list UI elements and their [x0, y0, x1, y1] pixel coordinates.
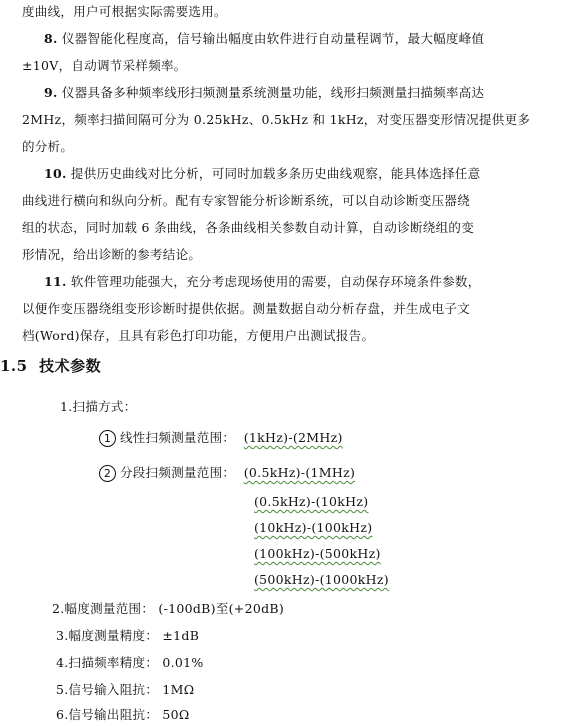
- paragraph-11-line-3: [22, 326, 374, 344]
- text: 2.幅度测量范围： (-100dB)至(+20dB): [52, 601, 285, 616]
- param-scan-frequency-accuracy: [56, 653, 204, 671]
- paragraph-7-tail: [22, 2, 227, 20]
- param-output-impedance: [56, 705, 190, 723]
- param-segmented-range: [99, 463, 355, 482]
- text: 提供历史曲线对比分析，可同时加载多条历史曲线观察，能具体选择任意: [66, 166, 481, 181]
- text: 6.信号输出阻抗： 50Ω: [56, 707, 190, 722]
- text: 3.幅度测量精度： ±1dB: [56, 628, 200, 643]
- text: 4.扫描频率精度： 0.01%: [56, 655, 204, 670]
- paragraph-10-line-3: [22, 218, 474, 236]
- text: 仪器智能化程度高，信号输出幅度由软件进行自动量程调节，最大幅度峰值: [57, 31, 485, 46]
- item-number: 10.: [44, 166, 67, 181]
- item-number: 8.: [44, 31, 58, 46]
- value: (0.5kHz)-(10kHz): [254, 494, 369, 509]
- text: 软件管理功能强大，充分考虑现场使用的需要，自动保存环境条件参数，: [66, 274, 481, 289]
- segment-range-item: [254, 572, 389, 587]
- paragraph-9-line-1: [44, 83, 484, 101]
- text: 度曲线，用户可根据实际需要选用。: [22, 4, 227, 19]
- label: 线性扫频测量范围：: [120, 430, 236, 445]
- value: (1kHz)-(2MHz): [243, 430, 343, 445]
- text: 2MHz，频率扫描间隔可分为 0.25kHz、0.5kHz 和 1kHz，对变压器变形情况提供更多: [22, 112, 531, 127]
- param-amplitude-range: [52, 599, 284, 617]
- circled-number-icon: 1: [99, 430, 116, 447]
- text: 曲线进行横向和纵向分析。配有专家智能分析诊断系统，可以自动诊断变压器绕: [22, 193, 471, 208]
- circled-number-icon: 2: [99, 465, 116, 482]
- text: 1.扫描方式：: [60, 399, 137, 414]
- value: (100kHz)-(500kHz): [254, 546, 381, 561]
- paragraph-11-line-2: [22, 299, 470, 317]
- param-amplitude-accuracy: [56, 626, 199, 644]
- paragraph-8-line-1: [44, 29, 484, 47]
- segment-range-item: [254, 520, 372, 535]
- text: 的分析。: [22, 139, 74, 154]
- section-heading: [0, 355, 101, 376]
- paragraph-9-line-3: [22, 137, 73, 155]
- paragraph-8-line-2: [22, 56, 187, 74]
- paragraph-9-line-2: [22, 110, 530, 128]
- paragraph-11-line-1: [44, 272, 481, 290]
- item-number: 9.: [44, 85, 58, 100]
- text: 以便作变压器绕组变形诊断时提供依据。测量数据自动分析存盘，并生成电子文: [22, 301, 471, 316]
- param-linear-range: [99, 428, 343, 447]
- text: 5.信号输入阻抗： 1MΩ: [56, 682, 195, 697]
- paragraph-10-line-4: [22, 245, 201, 263]
- paragraph-10-line-2: [22, 191, 470, 209]
- segment-range-item: [254, 494, 368, 509]
- text: ±10V，自动调节采样频率。: [22, 58, 187, 73]
- value: (0.5kHz)-(1MHz): [243, 465, 356, 480]
- item-number: 11.: [44, 274, 67, 289]
- value: (500kHz)-(1000kHz): [254, 572, 389, 587]
- param-input-impedance: [56, 680, 194, 698]
- segment-range-item: [254, 546, 381, 561]
- text: 档(Word)保存，且具有彩色打印功能，方便用户出测试报告。: [22, 328, 375, 343]
- section-title: 技术参数: [39, 357, 102, 375]
- text: 仪器具备多种频率线形扫频测量系统测量功能，线形扫频测量扫描频率高达: [57, 85, 485, 100]
- label: 分段扫频测量范围：: [120, 465, 236, 480]
- value: (10kHz)-(100kHz): [254, 520, 373, 535]
- text: 组的状态，同时加载 6 条曲线，各条曲线相关参数自动计算，自动诊断绕组的变: [22, 220, 475, 235]
- paragraph-10-line-1: [44, 164, 481, 182]
- section-number: 1.5: [0, 357, 28, 375]
- param-scan-mode-label: [60, 397, 137, 415]
- text: 形情况，给出诊断的参考结论。: [22, 247, 202, 262]
